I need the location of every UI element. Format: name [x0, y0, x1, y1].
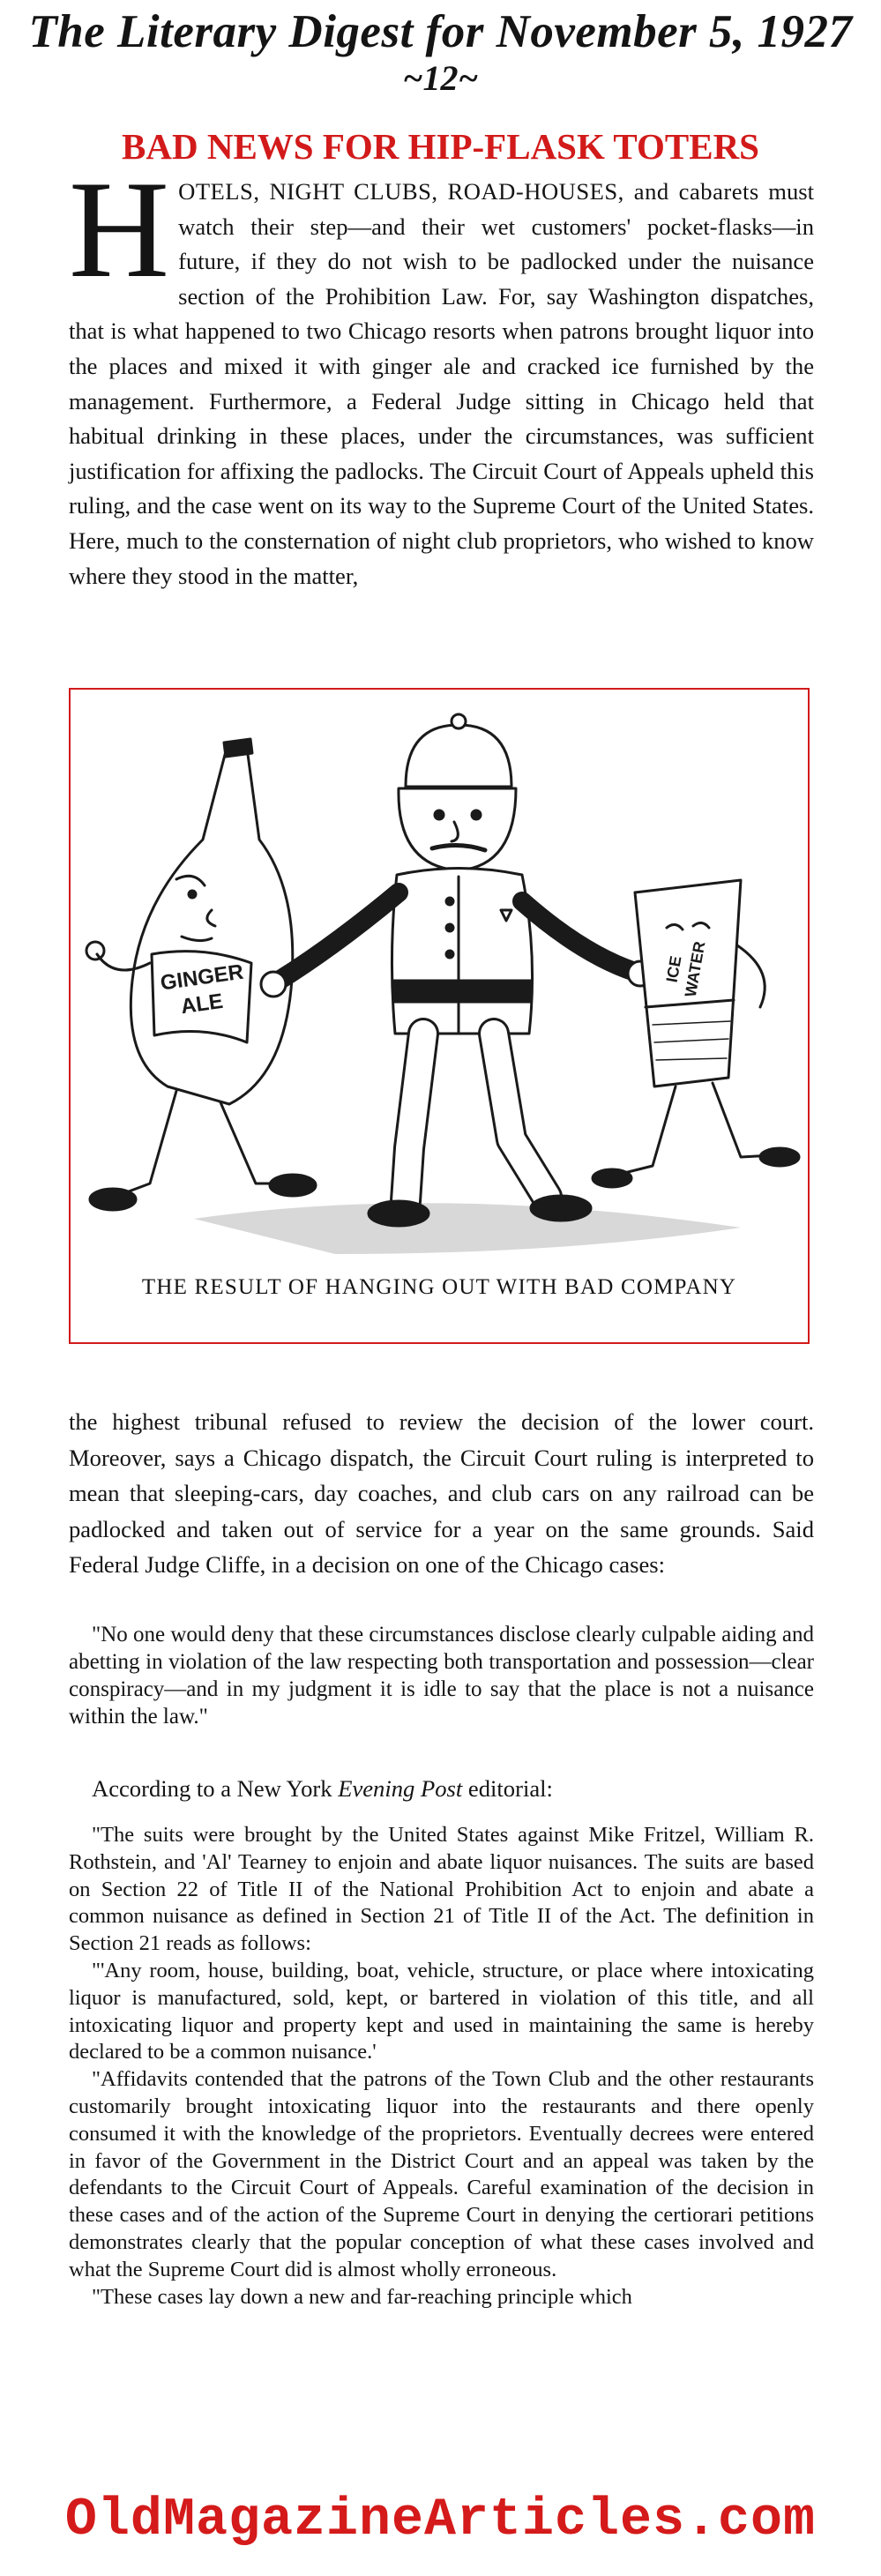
bottle-leg-right [220, 1102, 287, 1183]
bottle-shoe-left [90, 1189, 136, 1210]
editorial-paragraph: "Affidavits contended that the patrons of the Town Club and the other restaurants customarily brought intoxicating liquor into the restaurants and there openly consumed it with the knowledge of the proprietors. Eventually decrees were entered in favor of the Government in the District Court and an appeal was taken by the defendants to the Circuit Court of Appeals. Careful examination of the decision in these cases and of the action of the Supreme Court in denying the certiorari petitions demonstrates clearly that the popular conception of what these cases involved and what the Supreme Court did is almost wholly erroneous. [69, 2067, 814, 2281]
policeman-coat [392, 869, 532, 1034]
drop-cap: H [69, 153, 170, 307]
policeman-belt [393, 981, 531, 1002]
policeman-eye-left [435, 810, 444, 819]
bottle-eye [189, 891, 196, 898]
ground-shadow [194, 1203, 741, 1254]
page-number: ~12~ [402, 58, 479, 98]
editorial-intro [69, 1773, 814, 1804]
glass-leg-left [617, 1086, 676, 1175]
glass-label-line1: ICE [662, 954, 685, 984]
policeman-arm-right [522, 901, 635, 972]
editorial-paragraph: "'Any room, house, building, boat, vehicle, structure, or place where intoxicating liquor is manufactured, sold, kept, or bartered in violation of this title, and all intoxicating liquor and property kept and used in maintaining the same is hereby declared to be a common nuisance.' [69, 1958, 814, 2065]
editorial-quote [69, 1822, 814, 2311]
policeman-arm-left [279, 892, 399, 981]
lead-text: must watch their step—and their wet customers' pocket-flasks—in future, if they do not wish to be padlocked under the nuisance section of the Prohibition Law. For, say Washington dispatches, that is what happened to two Chicago resorts when patrons brought liquor into the places and mixed it with ginger ale and cracked ice furnished by the management. Furthermore, a Federal Judge sitting in Chicago held that habitual drinking in these places, under the circumstances, was sufficient justification for affixing the padlocks. The Circuit Court of Appeals upheld this ruling, and the case went on its way to the Supreme Court of the United States. Here, much to the consternation of night club proprietors, who wished to know where they stood in the matter, [69, 178, 814, 589]
policeman-eye-right [472, 810, 481, 819]
policeman-boot-left [369, 1201, 429, 1226]
glass-arm [737, 945, 765, 1007]
bottle-label-line1: GINGER [159, 959, 245, 996]
bottle-hand [86, 942, 104, 959]
editorial-paragraph: "These cases lay down a new and far-reaching principle which [92, 2284, 632, 2309]
continuation-paragraph: the highest tribunal refused to review the decision of the lower court. Moreover, says a Chicago dispatch, the Circuit Court ruling is interpreted to mean that sleeping-cars, day coaches, and club cars on any railroad can be padlocked and taken out of service for a year on the same grounds. Said Federal Judge Cliffe, in a decision on one of the Chicago cases: [69, 1408, 814, 1578]
masthead-title: The Literary Digest for November 5, 1927 [28, 6, 853, 57]
ginger-ale-bottle [131, 748, 292, 1104]
bottle-leg-left [115, 1091, 176, 1197]
editorial-paragraph: "The suits were brought by the United States against Mike Fritzel, William R. Rothstein, and 'Al' Tearney to enjoin and abate liquor nuisances. The suits are based on Section 22 of Title II of the National Prohibition Act to enjoin and abate a common nuisance as defined in Section 21 of Title II of the Act. The definition in Section 21 reads as follows: [69, 1823, 814, 1956]
cartoon-caption: THE RESULT OF HANGING OUT WITH BAD COMPANY [141, 1275, 737, 1299]
intro-publication: Evening Post [338, 1775, 463, 1802]
bottle-shoe-right [270, 1175, 316, 1196]
policeman-helmet [406, 725, 511, 787]
glass-label-line2: WATER [681, 939, 709, 999]
article-headline: BAD NEWS FOR HIP-FLASK TOTERS [122, 126, 759, 167]
coat-button-3 [446, 951, 453, 958]
policeman-trouser-right [494, 1034, 547, 1197]
lead-caps: OTELS, NIGHT CLUBS, ROAD-HOUSES, and cabarets [178, 178, 759, 205]
glass-leg-right [713, 1083, 773, 1157]
bottle-cap [224, 739, 252, 757]
glass-shoe-right [760, 1148, 799, 1166]
intro-after: editorial: [462, 1775, 553, 1802]
site-watermark: OldMagazineArticles.com [64, 2490, 817, 2550]
coat-button-1 [446, 898, 453, 905]
helmet-knob [452, 714, 466, 728]
policeman-hand-left [261, 972, 286, 997]
cartoon-drawing [71, 690, 808, 1342]
bottle-label-line2: ALE [179, 989, 225, 1019]
intro-before: According to a New York [92, 1775, 339, 1802]
glass-shoe-left [593, 1169, 631, 1187]
cartoon-illustration [69, 688, 810, 1344]
judge-quote: "No one would deny that these circumstances disclose clearly culpable aiding and abetting in violation of the law respecting both transportation and possession—clear conspiracy—and in my judgment it is idle to say that the place is not a nuisance within the law." [69, 1623, 814, 1729]
policeman-boot-right [531, 1196, 591, 1221]
coat-button-2 [446, 924, 453, 931]
lead-paragraph [69, 153, 814, 594]
